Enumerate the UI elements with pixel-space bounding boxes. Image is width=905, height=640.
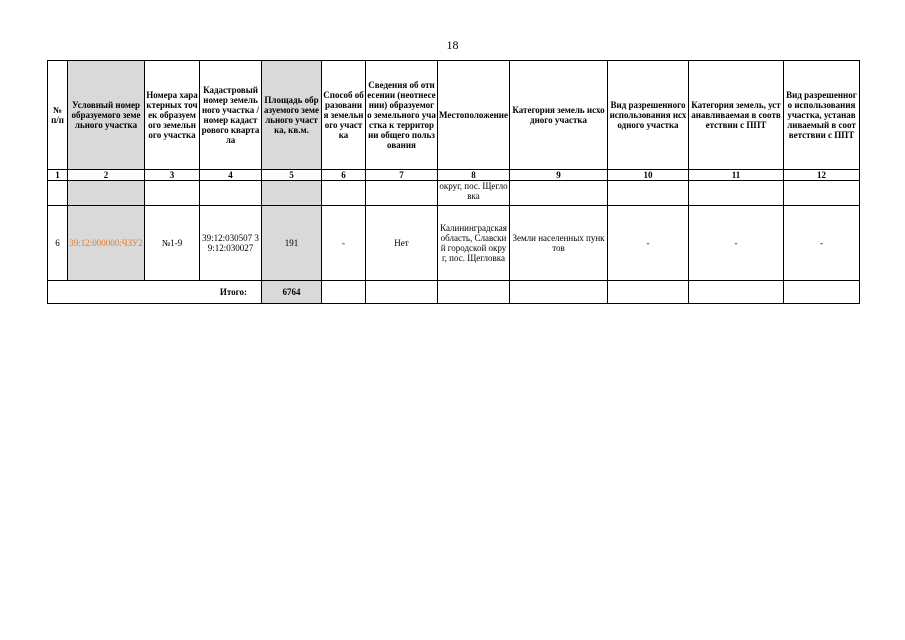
header-cell: Категория земель, устанавливаемая в соответствии с ППТ	[689, 61, 784, 170]
land-plots-table	[47, 60, 860, 304]
header-cell: Способ образования земельного участка	[322, 61, 366, 170]
header-cell: Вид разрешенного использования участка, устанавливаемый в соответствии с ППТ	[784, 61, 860, 170]
land-category-ppt-cell: -	[689, 206, 784, 281]
conditional-number-cell: 39:12:000000:ЧЗУ2	[68, 206, 145, 281]
header-cell: Вид разрешенного использования исходного участка	[608, 61, 689, 170]
header-cell: Кадастровый номер земельного участка /номер кадастрового квартала	[200, 61, 262, 170]
column-number: 1	[48, 170, 68, 181]
column-number: 5	[262, 170, 322, 181]
column-number: 8	[438, 170, 510, 181]
points-cell: №1-9	[145, 206, 200, 281]
column-number: 3	[145, 170, 200, 181]
cadastral-cell: 39:12:030507 39:12:030027	[200, 206, 262, 281]
location-cell: округ, пос. Щегловка	[438, 181, 510, 206]
location-cell: Калининградская область, Славский городской округ, пос. Щегловка	[438, 206, 510, 281]
land-category-src-cell: Земли населенных пунктов	[510, 206, 608, 281]
method-cell: -	[322, 206, 366, 281]
header-cell: Площадь образуемого земельного участка, кв.м.	[262, 61, 322, 170]
public-use-cell: Нет	[366, 206, 438, 281]
header-cell: Категория земель исходного участка	[510, 61, 608, 170]
header-cell: Сведения об отнесении (неотнесении) образуемого земельного участка к территории общего пользования	[366, 61, 438, 170]
column-number: 6	[322, 170, 366, 181]
total-row	[48, 281, 860, 304]
column-number: 9	[510, 170, 608, 181]
permitted-use-ppt-cell: -	[784, 206, 860, 281]
column-number: 12	[784, 170, 860, 181]
header-cell: Условный номер образуемого земельного участка	[68, 61, 145, 170]
header-cell: Местоположение	[438, 61, 510, 170]
header-row	[48, 61, 860, 170]
column-number: 2	[68, 170, 145, 181]
table-row	[48, 206, 860, 281]
column-number: 4	[200, 170, 262, 181]
column-number-row	[48, 170, 860, 181]
total-area: 6764	[262, 281, 322, 304]
header-cell: Номера характерных точек образуемого земельного участка	[145, 61, 200, 170]
continuation-row	[48, 181, 860, 206]
column-number: 11	[689, 170, 784, 181]
area-cell: 191	[262, 206, 322, 281]
total-label: Итого:	[48, 281, 262, 304]
column-number: 10	[608, 170, 689, 181]
permitted-use-src-cell: -	[608, 206, 689, 281]
page-number: 18	[446, 38, 459, 52]
row-number-cell: 6	[48, 206, 68, 281]
header-cell: № п/п	[48, 61, 68, 170]
column-number: 7	[366, 170, 438, 181]
